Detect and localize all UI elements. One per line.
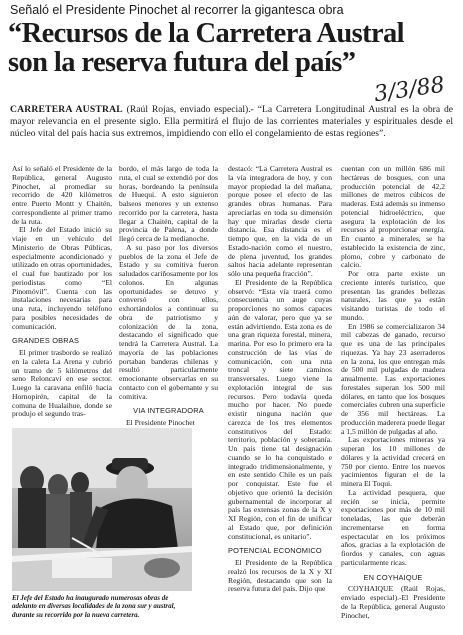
news-photo <box>12 428 192 591</box>
paragraph: cuentan con un millón 686 mil hectáreas de bosques, con una producción potencial de 42,2 millones de metros cúbicos de maderas. Está además su inmenso potencial hidroeléctrico, que asegura la explotación de los recursos al proporcionar energía. En cuanto a minerales, se ha establecido la existencia de zinc, plomo, cobre y carbonato de calcio. <box>341 164 445 270</box>
column-3 <box>228 165 332 630</box>
headline-line-2: son la reserva futura del país” <box>8 47 356 78</box>
headline-line-1: “Recursos de la Carretera Austral <box>8 18 404 49</box>
photo-caption: El Jefe del Estado ha inaugurado numerosas obras de adelanto en diversas localidades de la zona sur y austral, durante su recorrido por la nueva carretera. <box>12 594 176 619</box>
column-1 <box>12 165 112 420</box>
paragraph: Las exportaciones mineras ya superan los 10 millones de dólares y la actividad crecerá en 750 por ciento. Entre los nuevos yacimientos figuran el de la minera El Toqui. <box>341 435 445 488</box>
subheading-potencial-economico: POTENCIAL ECONOMICO <box>228 546 322 556</box>
handwritten-date-text: 3/3/88 <box>372 72 447 108</box>
paragraph: La actividad pesquera, que recién se inicia, permite exportaciones por más de 10 mil toneladas, las que deberán incrementarse en forma espectacular en los próximos años, gracias a la explotación de fiordos y canales, con aguas particularmente ricas. <box>341 487 445 567</box>
column-2 <box>119 164 218 427</box>
subheading-via-integradora: VIA INTEGRADORA <box>133 406 204 416</box>
photo-illustration <box>12 428 192 591</box>
paragraph: A su paso por los diversos pueblos de la zona el Jefe de Estado y su comitiva fueron saludados cariñosamente por los colonos. En algunas oportunidades se detuvo y conversó con ellos, exhortándolos a continuar su obra de patriotismo y colonización de la zona, destacando el significado que tendrá la Carretera Austral. La mayoría de las poblaciones portaban banderas chilenas y resultó particularmente emocionante observarlas en su contacto con el gobernante y su comitiva. <box>119 242 218 401</box>
paragraph: Así lo señaló el Presidente de la República, general Augusto Pinochet, al promediar su recorrido de 420 kilómetros entre Puerto Montt y Chaitén, correspondiente al primer tramo de la ruta. <box>12 164 112 226</box>
intro-text: “La Carretera Longitudinal Austral es la obra de mayor relevancia en el presente siglo. Ella permitirá el flujo de las corrientes materiales y espirituales desde el núcleo vital del país hacia sus extremos, impidiendo con ello el congelamiento de estas regiones”. <box>10 104 454 140</box>
headline <box>8 19 408 77</box>
paragraph: El Presidente de la República realzó los recursos de la X y XI Región, destacando que son la reserva futura del país. Dijo que <box>228 558 332 594</box>
paragraph: El primer trasbordo se realizó en la caleta La Arena y cubrió un tramo de 5 kilómetros del seno Reloncaví en ese sector. Luego la caravana enfiló hacia Hornopirén, capital de la comuna de Hualaihue, donde se produjo el segundo tras- <box>12 348 112 419</box>
paragraph: El Jefe del Estado inició su viaje en un vehículo del Ministerio de Obras Públicas, especialmente acondicionado y utilizado en otras oportunidades, el cual fue bautizado por los periodistas como “El Pinomóvil”. Cuenta con las instalaciones necesarias para una ruta, incluyendo teléfono para posibles necesidades de comunicación. <box>12 225 112 331</box>
subheading-en-coyhaique: EN COYHAIQUE <box>363 572 423 582</box>
dateline: CARRETERA AUSTRAL <box>10 104 123 115</box>
column-4 <box>341 165 445 630</box>
kicker-line: Señaló el Presidente Pinochet al recorrer la gigantesca obra <box>10 3 344 17</box>
paragraph: destacó: “La Carretera Austral es la vía integradora de hoy, y con mayor propiedad la del mañana, porque posee el efecto de las grandes obras humanas. Para apreciarlas en toda su dimensión hay que mirarlas desde cierta distancia. Esa distancia es el tiempo que, en la vida de un Estado-nación como el nuestro, de plena juventud, los grandes saltos hacia adelante representan sólo una pequeña fracción”. <box>228 164 332 278</box>
paragraph: En 1986 se comercializaron 34 mil cabezas de ganado, recurso que es una de las principales riquezas. Ya hay 23 aserraderos en la zona, los que entregan más de 500 mil pulgadas de madera anualmente. Las exportaciones forestales superan los 500 mil dólares, en tanto que los bosques comerciales cubren una superficie de 356 mil hectáreas. La producción maderera puede llegar a 1,5 millón de pulgadas al año. <box>341 321 445 436</box>
paragraph: Por otra parte existe un creciente interés turístico, que presentan las grandes bellezas naturales, las que ya están visitando turistas de todo el mundo. <box>341 269 445 322</box>
subheading-grandes-obras: GRANDES OBRAS <box>12 336 80 346</box>
paragraph: COYHAIQUE (Raúl Rojas, enviado especial).-El Presidente de la República, general Augusto Pinochet, <box>341 584 445 620</box>
paragraph: El Presidente de la República observó: “Esta vía traerá como consecuencia un auge cuyas proporciones no somos capaces aún de valorar, pero que ya se están advirtiendo. Esta zona es de una gran riqueza forestal, minera, marina. Por eso lo primero era la construcción de las vías de comunicación, con una ruta troncal y siete caminos transversales. Luego viene la explotación integral de sus recursos. Pero todavía queda mucho por hacer. No puede existir ninguna nación que carezca de los tres elementos constitutivos del Estado: territorio, población y soberanía. Un país tiene tal designación cuando se lo ha conquistado e integrado tridimensionalmente, y en este sentido Chile es un país por conquistar. Este fue el objetivo que orientó la decisión gubernamental de incorporar al país las extensas zonas de la X y XI Región, con el fin de unificar al Estado que, por definición constitucional, es unitario”. <box>228 277 332 541</box>
paragraph: El Presidente Pinochet <box>126 418 195 427</box>
paragraph: bordo, el más largo de toda la ruta, el cual se extendió por dos horas, bordeando la península de Huequi. A esto siguieron balseos menores y un extenso recorrido por la carretera, hasta llegar a Chaitén, capital de la provincia de Palena, a donde llegó cerca de la medianoche. <box>119 164 218 243</box>
article-intro <box>10 104 453 140</box>
byline: (Raúl Rojas, enviado especial).- <box>126 104 254 115</box>
